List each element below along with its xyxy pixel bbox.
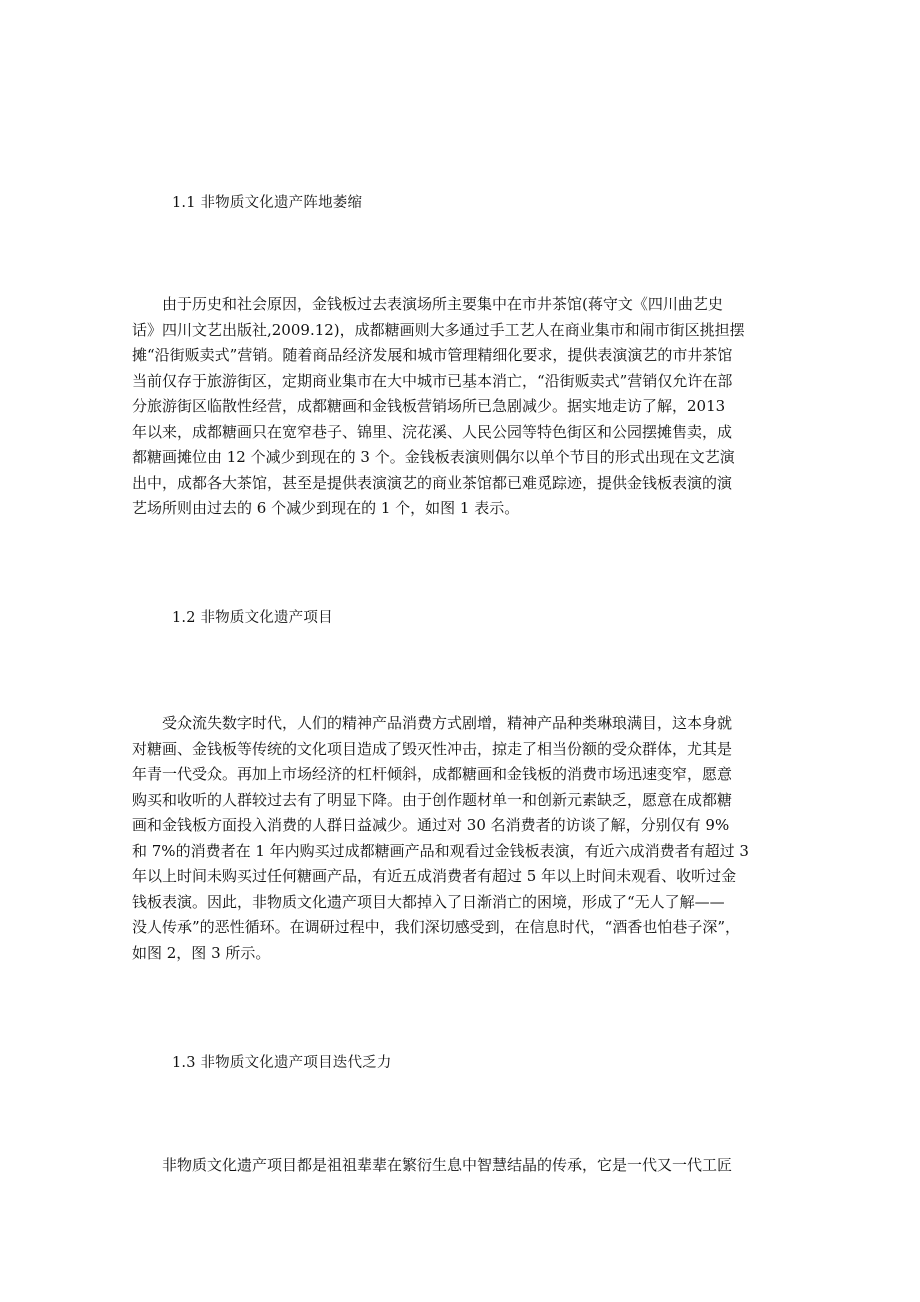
paragraph-line: 艺场所则由过去的 6 个减少到现在的 1 个，如图 1 表示。: [132, 499, 520, 517]
paragraph-line: 钱板表演。因此，非物质文化遗产项目大都掉入了日渐消亡的困境，形成了“无人了解——: [132, 892, 725, 911]
paragraph-line: 由于历史和社会原因，金钱板过去表演场所主要集中在市井茶馆(蒋守文《四川曲艺史: [132, 295, 723, 313]
paragraph-line: 摊“沿街贩卖式”营销。随着商品经济发展和城市管理精细化要求，提供表演演艺的市井茶馆: [132, 346, 733, 364]
paragraph-line: 和 7%的消费者在 1 年内购买过成都糖画产品和观看过金钱板表演，有近六成消费者有超过 3: [132, 841, 749, 860]
paragraph-line: 购买和收听的人群较过去有了明显下降。由于创作题材单一和创新元素缺乏，愿意在成都糖: [132, 790, 733, 809]
paragraph-line: 年以来，成都糖画只在宽窄巷子、锦里、浣花溪、人民公园等特色街区和公园摆摊售卖，成: [132, 422, 733, 441]
paragraph-line: 没人传承”的恶性循环。在调研过程中，我们深切感受到，在信息时代，“酒香也怕巷子深”，: [132, 918, 741, 936]
paragraph-line: 出中，成都各大茶馆，甚至是提供表演演艺的商业茶馆都已难觅踪迹，提供金钱板表演的演: [132, 473, 733, 492]
paragraph-line: 年青一代受众。再加上市场经济的杠杆倾斜，成都糖画和金钱板的消费市场迅速变窄，愿意: [132, 765, 733, 783]
section-paragraph: [132, 711, 792, 966]
paragraph-line: 分旅游街区临散性经营，成都糖画和金钱板营销场所已急剧减少。据实地走访了解，2013: [132, 397, 726, 415]
paragraph-line: 非物质文化遗产项目都是祖祖辈辈在繁衍生息中智慧结晶的传承，它是一代又一代工匠: [132, 1156, 733, 1174]
section-heading: 1.1 非物质文化遗产阵地萎缩: [172, 195, 363, 211]
paragraph-line: 当前仅存于旅游街区，定期商业集市在大中城市已基本消亡，“沿街贩卖式”营销仅允许在部: [132, 371, 733, 390]
paragraph-line: 对糖画、金钱板等传统的文化项目造成了毁灭性冲击，掠走了相当份额的受众群体，尤其是: [132, 739, 733, 758]
paragraph-line: 年以上时间未购买过任何糖画产品，有近五成消费者有超过 5 年以上时间未观看、收听过金: [132, 867, 737, 885]
paragraph-line: 都糖画摊位由 12 个减少到现在的 3 个。金钱板表演则偶尔以单个节目的形式出现在文艺演: [132, 448, 735, 466]
section-paragraph: [132, 292, 792, 522]
section-heading: 1.3 非物质文化遗产项目迭代乏力: [172, 1055, 392, 1071]
paragraph-line: 话》四川文艺出版社,2009.12)，成都糖画则大多通过手工艺人在商业集市和闹市街区挑担摆: [132, 320, 745, 339]
section-heading: 1.2 非物质文化遗产项目: [172, 610, 333, 626]
paragraph-line: 画和金钱板方面投入消费的人群日益减少。通过对 30 名消费者的访谈了解，分别仅有 9%: [132, 816, 730, 834]
paragraph-line: 如图 2，图 3 所示。: [132, 943, 271, 962]
section-paragraph: [132, 1153, 792, 1179]
paragraph-line: 受众流失数字时代，人们的精神产品消费方式剧增，精神产品种类琳琅满目，这本身就: [132, 714, 733, 732]
